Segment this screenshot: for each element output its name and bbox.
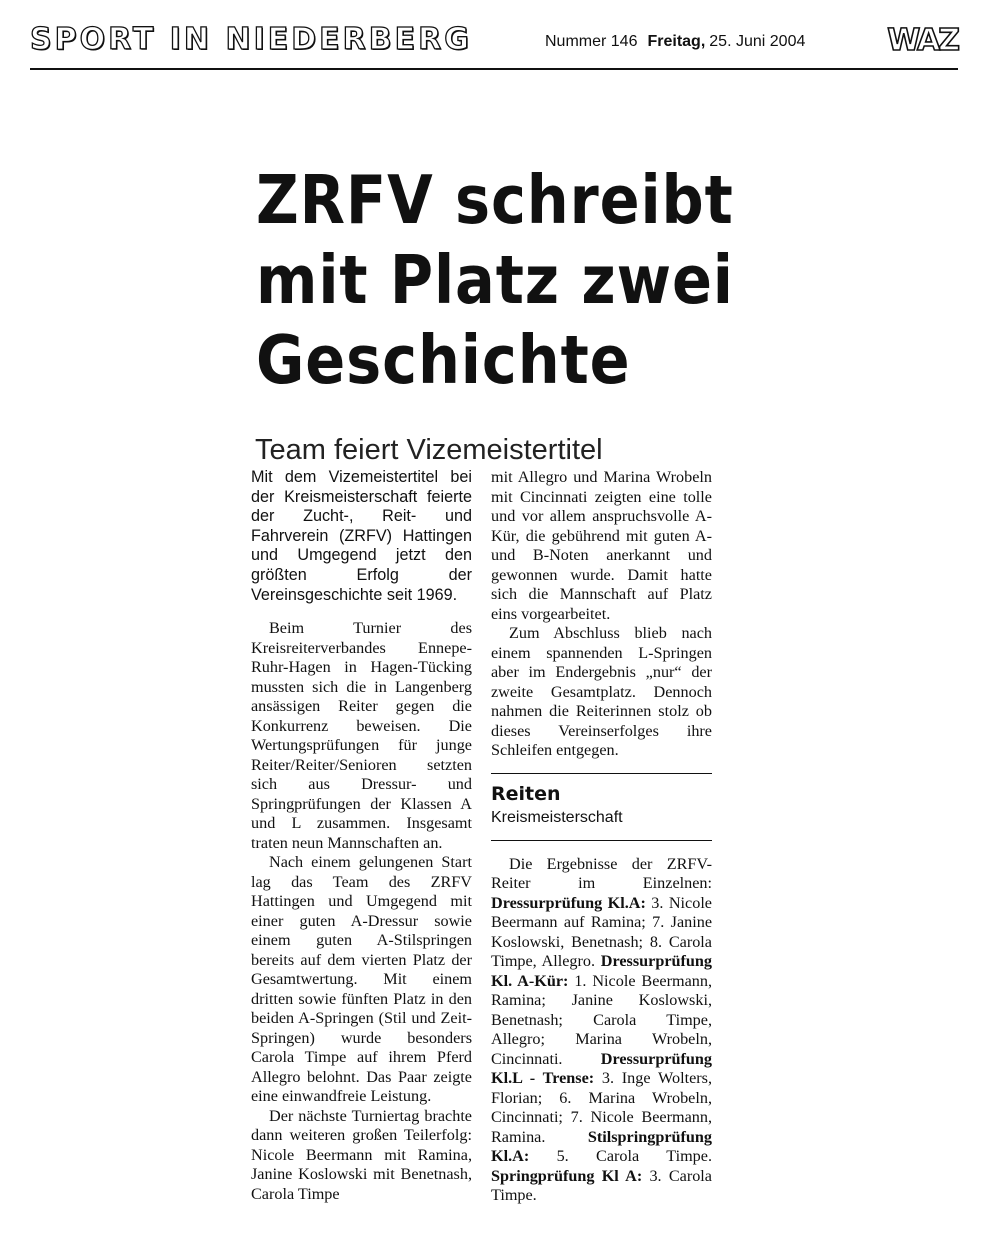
article-paragraph: Zum Abschluss blieb nach einem spannenden L-Springen aber im Endergebnis „nur“ der zweite Gesamtplatz. Dennoch nahmen die Reiterinnen stolz ob dieses Vereinserfolges ihre Schleifen entgegen.: [491, 624, 712, 759]
waz-logo: WAZ: [887, 23, 958, 58]
article-paragraph: mit Allegro und Marina Wrobeln mit Cincinnati zeigten eine tolle und vor allem anspruchsvolle A-Kür, die gebührend mit guten A- und B-Noten anerkannt und gewonnen wurde. Damit hatte sich die Mannschaft auf Platz eins vorgearbeitet.: [491, 468, 712, 623]
article-column-left: [251, 468, 472, 1204]
headline-line: Geschichte: [256, 321, 631, 399]
article-paragraph: Nach einem gelungenen Start lag das Team des ZRFV Hattingen und Umgegend mit einer guten A-Dressur sowie einem guten A-Stilspringen bereits auf dem vierten Platz der Gesamtwertung. Mit einem dritten sowie fünften Platz in den beiden A-Springen (Stil und Zeit-Springen) wurde besonders Carola Timpe auf ihrem Pferd Allegro belohnt. Das Paar zeigte eine einwandfreie Leistung.: [251, 853, 472, 1106]
infobox-results: [491, 855, 712, 1206]
section-title: SPORT IN NIEDERBERG: [30, 22, 472, 57]
issue-date: 25. Juni 2004: [709, 33, 806, 50]
article-paragraph: Der nächste Turniertag brachte dann weiteren großen Teilerfolg: Nicole Beermann mit Ramina, Janine Koslowski mit Benetnash, Carola Timpe: [251, 1106, 472, 1203]
infobox-divider-bottom: [491, 840, 712, 841]
issue-number: Nummer 146: [545, 33, 638, 50]
results-category: Dressurprüfung Kl.L - Trense:: [491, 1049, 712, 1087]
results-text: 1. Nicole Beermann, Ramina; Janine Koslowski, Benetnash; Carola Timpe, Allegro; Marina Wrobeln, Cincinnati.: [491, 971, 712, 1068]
article-paragraph: Beim Turnier des Kreisreiterverbandes Ennepe-Ruhr-Hagen in Hagen-Tücking mussten sich die in Langenberg ansässigen Reiter gegen die Konkurrenz beweisen. Die Wertungsprüfungen für junge Reiter/Reiter/Senioren setzten sich aus Dressur- und Springprüfungen der Klassen A und L zusammen. Insgesamt traten neun Mannschaften an.: [251, 619, 472, 852]
article-subheadline: Team feiert Vizemeistertitel: [255, 434, 603, 467]
results-text: 3. Inge Wolters, Florian; 6. Marina Wrobeln, Cincinnati; 7. Nicole Beermann, Ramina.: [491, 1069, 712, 1146]
article-headline: [256, 160, 734, 400]
results-text: Die Ergebnisse der ZRFV-Reiter im Einzelnen:: [491, 854, 712, 892]
infobox-subtitle: Kreismeisterschaft: [491, 808, 623, 826]
results-text: 3. Nicole Beermann auf Ramina; 7. Janine Koslowski, Benetnash; 8. Carola Timpe, Allegro.: [491, 893, 712, 970]
article-column-right: [491, 468, 712, 1206]
results-category: Dressurprüfung Kl. A-Kür:: [491, 952, 712, 990]
results-text: 5. Carola Timpe.: [529, 1147, 712, 1165]
masthead: [30, 18, 958, 70]
article-lead: Mit dem Vizemeistertitel bei der Kreismeisterschaft feierte der Zucht-, Reit- und Fahrverein (ZRFV) Hattingen und Umgegend jetzt den größten Erfolg der Vereinsgeschichte seit 1969.: [251, 468, 472, 604]
issue-info: [545, 32, 805, 52]
results-category: Stilspringprüfung Kl.A:: [491, 1127, 712, 1165]
issue-weekday: Freitag,: [647, 33, 706, 50]
headline-line: ZRFV schreibt: [256, 161, 734, 239]
results-category: Springprüfung Kl A:: [491, 1166, 643, 1185]
infobox-divider-top: [491, 773, 712, 774]
results-category: Dressurprüfung Kl.A:: [491, 893, 646, 912]
headline-line: mit Platz zwei: [256, 241, 734, 319]
results-text: 3. Carola Timpe.: [491, 1166, 712, 1204]
infobox-title: Reiten: [491, 782, 561, 805]
